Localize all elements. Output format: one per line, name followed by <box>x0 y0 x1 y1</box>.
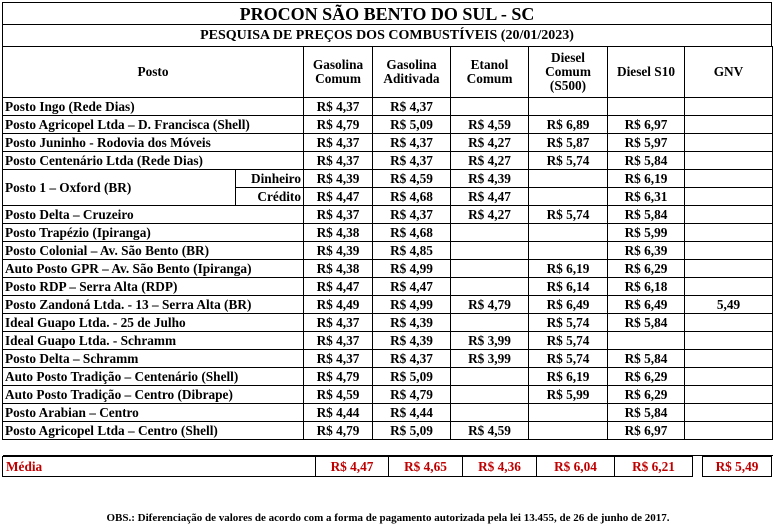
posto-name: Posto Agricopel Ltda – D. Francisca (Shell) <box>3 116 304 134</box>
price-gasolina-comum: R$ 4,38 <box>304 260 373 278</box>
posto-name: Posto Zandoná Ltda. - 13 – Serra Alta (BR) <box>3 296 304 314</box>
price-diesel-s10: R$ 5,99 <box>608 224 685 242</box>
table-row <box>3 296 773 314</box>
price-etanol-comum <box>451 224 529 242</box>
posto-name: Posto Delta – Schramm <box>3 350 304 368</box>
price-gnv <box>685 224 773 242</box>
fuel-price-table <box>2 46 773 456</box>
price-gnv <box>685 332 773 350</box>
table-row <box>3 422 773 440</box>
price-etanol-comum <box>451 368 529 386</box>
price-gasolina-aditivada: R$ 4,37 <box>373 152 451 170</box>
posto-name: Auto Posto GPR – Av. São Bento (Ipiranga) <box>3 260 304 278</box>
price-diesel-s10 <box>608 332 685 350</box>
price-diesel-s10: R$ 6,39 <box>608 242 685 260</box>
price-diesel-s10: R$ 5,84 <box>608 350 685 368</box>
price-gasolina-aditivada: R$ 4,59 <box>373 170 451 188</box>
separator-row <box>3 440 773 456</box>
price-gasolina-aditivada: R$ 4,68 <box>373 224 451 242</box>
average-etanol: R$ 4,36 <box>462 456 536 477</box>
price-etanol-comum: R$ 4,79 <box>451 296 529 314</box>
price-diesel-comum: R$ 6,19 <box>529 260 608 278</box>
price-etanol-comum <box>451 242 529 260</box>
posto-name: Posto Colonial – Av. São Bento (BR) <box>3 242 304 260</box>
table-row <box>3 404 773 422</box>
price-diesel-comum: R$ 5,74 <box>529 314 608 332</box>
payment-method: Dinheiro <box>236 170 304 188</box>
price-diesel-comum <box>529 404 608 422</box>
price-etanol-comum: R$ 4,59 <box>451 116 529 134</box>
price-diesel-s10: R$ 5,84 <box>608 152 685 170</box>
price-gnv <box>685 134 773 152</box>
price-etanol-comum: R$ 4,27 <box>451 206 529 224</box>
price-etanol-comum: R$ 4,59 <box>451 422 529 440</box>
price-gasolina-comum: R$ 4,37 <box>304 98 373 116</box>
price-diesel-s10: R$ 5,84 <box>608 314 685 332</box>
posto-name: Posto Arabian – Centro <box>3 404 304 422</box>
price-gasolina-comum: R$ 4,47 <box>304 278 373 296</box>
price-diesel-s10: R$ 6,29 <box>608 368 685 386</box>
price-diesel-s10: R$ 6,49 <box>608 296 685 314</box>
price-gasolina-comum: R$ 4,37 <box>304 152 373 170</box>
price-diesel-s10: R$ 6,18 <box>608 278 685 296</box>
header-diesel-s10: Diesel S10 <box>608 47 685 98</box>
price-diesel-s10: R$ 5,84 <box>608 404 685 422</box>
table-row <box>3 224 773 242</box>
price-gasolina-aditivada: R$ 4,44 <box>373 404 451 422</box>
posto-name: Posto Delta – Cruzeiro <box>3 206 304 224</box>
price-diesel-comum <box>529 422 608 440</box>
posto-name: Ideal Guapo Ltda. - Schramm <box>3 332 304 350</box>
price-diesel-s10: R$ 6,97 <box>608 116 685 134</box>
average-gasolina-aditivada: R$ 4,65 <box>388 456 462 477</box>
price-diesel-comum <box>529 224 608 242</box>
average-label: Média <box>2 456 315 477</box>
price-gnv <box>685 368 773 386</box>
observation-note: OBS.: Diferenciação de valores de acordo com a forma de pagamento autorizada pela lei 13.455, de 26 de junho de 2017. <box>106 512 670 524</box>
posto-name: Posto 1 – Oxford (BR) <box>3 170 236 206</box>
price-gnv <box>685 314 773 332</box>
price-gnv <box>685 98 773 116</box>
document-title: PROCON SÃO BENTO DO SUL - SC <box>2 2 772 25</box>
price-etanol-comum <box>451 278 529 296</box>
average-diesel-comum: R$ 6,04 <box>536 456 614 477</box>
price-etanol-comum: R$ 4,47 <box>451 188 529 206</box>
price-diesel-comum <box>529 242 608 260</box>
average-row <box>2 456 772 477</box>
header-gasolina-aditivada: Gasolina Aditivada <box>373 47 451 98</box>
header-etanol-comum: Etanol Comum <box>451 47 529 98</box>
average-gap <box>693 456 702 477</box>
header-posto: Posto <box>3 47 304 98</box>
price-gasolina-aditivada: R$ 4,47 <box>373 278 451 296</box>
table-row <box>3 152 773 170</box>
table-row <box>3 368 773 386</box>
price-gasolina-aditivada: R$ 5,09 <box>373 422 451 440</box>
price-etanol-comum <box>451 386 529 404</box>
average-gnv: R$ 5,49 <box>702 456 772 477</box>
price-diesel-comum <box>529 98 608 116</box>
header-gnv: GNV <box>685 47 773 98</box>
table-row <box>3 278 773 296</box>
price-gnv <box>685 206 773 224</box>
price-gasolina-comum: R$ 4,59 <box>304 386 373 404</box>
price-gasolina-aditivada: R$ 4,99 <box>373 260 451 278</box>
table-row <box>3 332 773 350</box>
price-etanol-comum: R$ 4,27 <box>451 152 529 170</box>
price-diesel-comum: R$ 6,49 <box>529 296 608 314</box>
price-gasolina-aditivada: R$ 4,79 <box>373 386 451 404</box>
average-diesel-s10: R$ 6,21 <box>614 456 693 477</box>
price-diesel-comum: R$ 5,74 <box>529 206 608 224</box>
header-gasolina-comum: Gasolina Comum <box>304 47 373 98</box>
price-etanol-comum <box>451 404 529 422</box>
price-gasolina-aditivada: R$ 5,09 <box>373 116 451 134</box>
price-gasolina-comum: R$ 4,79 <box>304 116 373 134</box>
price-gasolina-comum: R$ 4,37 <box>304 314 373 332</box>
table-row <box>3 386 773 404</box>
price-diesel-comum: R$ 5,74 <box>529 152 608 170</box>
price-gasolina-aditivada: R$ 4,37 <box>373 134 451 152</box>
price-diesel-s10: R$ 5,97 <box>608 134 685 152</box>
price-gnv: 5,49 <box>685 296 773 314</box>
price-etanol-comum: R$ 4,39 <box>451 170 529 188</box>
table-row <box>3 314 773 332</box>
price-diesel-comum: R$ 6,19 <box>529 368 608 386</box>
price-gnv <box>685 386 773 404</box>
price-diesel-comum: R$ 5,74 <box>529 332 608 350</box>
price-gasolina-comum: R$ 4,37 <box>304 134 373 152</box>
average-gasolina-comum: R$ 4,47 <box>315 456 388 477</box>
price-etanol-comum: R$ 4,27 <box>451 134 529 152</box>
price-diesel-s10: R$ 6,29 <box>608 386 685 404</box>
price-survey-document <box>2 2 772 477</box>
price-gasolina-comum: R$ 4,37 <box>304 206 373 224</box>
table-row <box>3 242 773 260</box>
price-gnv <box>685 152 773 170</box>
price-gasolina-comum: R$ 4,39 <box>304 242 373 260</box>
price-diesel-s10: R$ 6,31 <box>608 188 685 206</box>
posto-name: Posto RDP – Serra Alta (RDP) <box>3 278 304 296</box>
price-etanol-comum <box>451 98 529 116</box>
price-gnv <box>685 350 773 368</box>
price-gasolina-comum: R$ 4,38 <box>304 224 373 242</box>
price-gasolina-aditivada: R$ 4,39 <box>373 332 451 350</box>
price-gnv <box>685 422 773 440</box>
price-gasolina-comum: R$ 4,37 <box>304 332 373 350</box>
price-gnv <box>685 188 773 206</box>
price-diesel-comum <box>529 188 608 206</box>
price-gnv <box>685 116 773 134</box>
price-gasolina-aditivada: R$ 4,37 <box>373 98 451 116</box>
price-gnv <box>685 278 773 296</box>
price-diesel-comum: R$ 6,89 <box>529 116 608 134</box>
price-etanol-comum <box>451 314 529 332</box>
posto-name: Posto Ingo (Rede Dias) <box>3 98 304 116</box>
header-diesel-comum: Diesel Comum (S500) <box>529 47 608 98</box>
price-diesel-s10: R$ 5,84 <box>608 206 685 224</box>
posto-name: Posto Centenário Ltda (Rede Dias) <box>3 152 304 170</box>
table-row <box>3 260 773 278</box>
price-gasolina-aditivada: R$ 4,37 <box>373 206 451 224</box>
average-row-table <box>2 456 772 477</box>
table-row <box>3 98 773 116</box>
posto-name: Posto Trapézio (Ipiranga) <box>3 224 304 242</box>
table-row <box>3 116 773 134</box>
price-gnv <box>685 260 773 278</box>
price-diesel-s10: R$ 6,29 <box>608 260 685 278</box>
price-gasolina-aditivada: R$ 4,99 <box>373 296 451 314</box>
price-gasolina-aditivada: R$ 4,68 <box>373 188 451 206</box>
price-gasolina-comum: R$ 4,39 <box>304 170 373 188</box>
price-diesel-s10: R$ 6,19 <box>608 170 685 188</box>
table-row <box>3 170 773 188</box>
price-diesel-comum: R$ 5,87 <box>529 134 608 152</box>
price-diesel-comum: R$ 5,74 <box>529 350 608 368</box>
price-gasolina-aditivada: R$ 4,37 <box>373 350 451 368</box>
table-header-row <box>3 47 773 98</box>
posto-name: Posto Agricopel Ltda – Centro (Shell) <box>3 422 304 440</box>
price-gasolina-comum: R$ 4,37 <box>304 350 373 368</box>
table-row <box>3 350 773 368</box>
price-gnv <box>685 242 773 260</box>
price-diesel-s10 <box>608 98 685 116</box>
price-gasolina-comum: R$ 4,79 <box>304 368 373 386</box>
price-gasolina-aditivada: R$ 4,39 <box>373 314 451 332</box>
price-diesel-comum: R$ 5,99 <box>529 386 608 404</box>
price-etanol-comum <box>451 260 529 278</box>
price-gnv <box>685 170 773 188</box>
price-gasolina-comum: R$ 4,44 <box>304 404 373 422</box>
table-row <box>3 206 773 224</box>
posto-name: Auto Posto Tradição – Centro (Dibrape) <box>3 386 304 404</box>
price-gasolina-aditivada: R$ 5,09 <box>373 368 451 386</box>
separator-cell <box>3 440 773 456</box>
price-gasolina-comum: R$ 4,79 <box>304 422 373 440</box>
posto-name: Ideal Guapo Ltda. - 25 de Julho <box>3 314 304 332</box>
table-row <box>3 134 773 152</box>
posto-name: Auto Posto Tradição – Centenário (Shell) <box>3 368 304 386</box>
price-diesel-s10: R$ 6,97 <box>608 422 685 440</box>
document-subtitle: PESQUISA DE PREÇOS DOS COMBUSTÍVEIS (20/01/2023) <box>2 25 772 46</box>
price-gasolina-aditivada: R$ 4,85 <box>373 242 451 260</box>
payment-method: Crédito <box>236 188 304 206</box>
price-gasolina-comum: R$ 4,49 <box>304 296 373 314</box>
posto-name: Posto Juninho - Rodovia dos Móveis <box>3 134 304 152</box>
price-etanol-comum: R$ 3,99 <box>451 332 529 350</box>
price-diesel-comum: R$ 6,14 <box>529 278 608 296</box>
price-etanol-comum: R$ 3,99 <box>451 350 529 368</box>
price-diesel-comum <box>529 170 608 188</box>
price-gnv <box>685 404 773 422</box>
price-gasolina-comum: R$ 4,47 <box>304 188 373 206</box>
